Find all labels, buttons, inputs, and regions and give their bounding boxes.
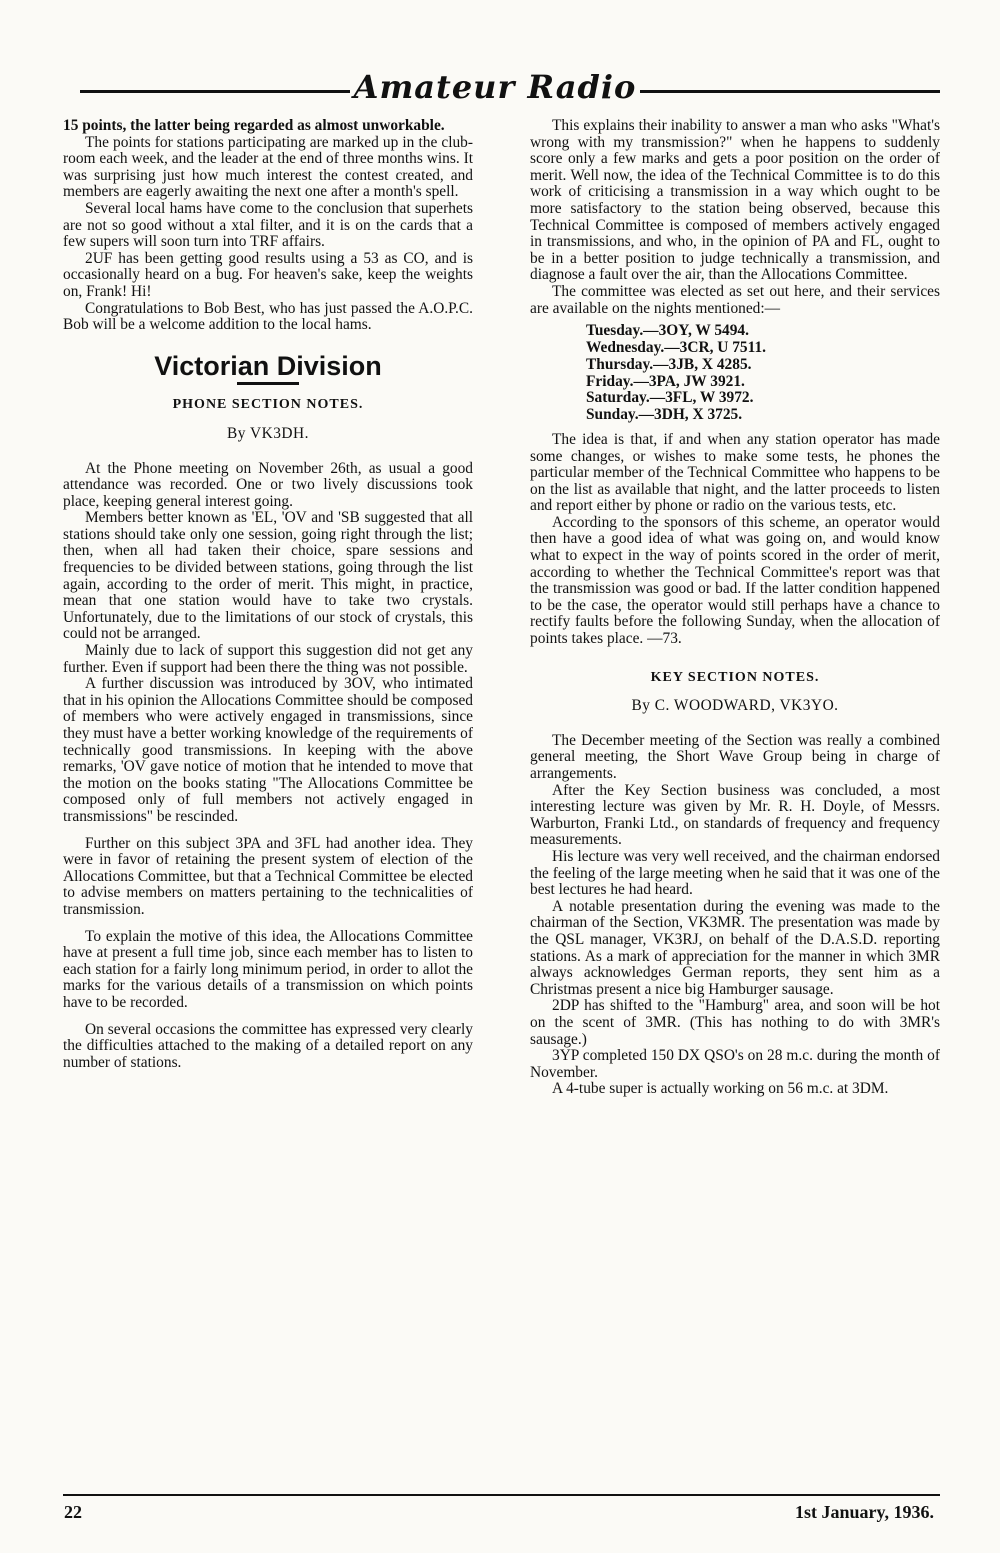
paragraph: The points for stations participating are marked up in the club-room each week, and the leader at the end of three months wins. It was surprising just how much interest the contest created, and members are eagerly awaiting the next one after a month's spell. bbox=[63, 133, 473, 201]
section-heading: PHONE SECTION NOTES. bbox=[172, 397, 364, 413]
masthead bbox=[80, 68, 940, 114]
byline: By VK3DH. bbox=[226, 424, 310, 442]
paragraph: According to the sponsors of this scheme, an operator would then have a good idea of what was going on, and would know what to expect in the way of points scored in the order of merit, according to whether the Technical Committee's report was that the transmission was good or bad. If the latter condition happened to be the case, the operator would still perhaps have a chance to rectify faults before the following Sunday, when the allocation of points takes place. —73. bbox=[530, 513, 940, 648]
title-rule bbox=[237, 382, 299, 385]
masthead-rule-right bbox=[640, 90, 940, 93]
paragraph: Several local hams have come to the conclusion that superhets are not so good without a xtal filter, and it is on the cards that a few supers will soon turn into TRF affairs. bbox=[63, 199, 473, 251]
footer-rule bbox=[63, 1494, 940, 1496]
paragraph: Congratulations to Bob Best, who has just passed the A.O.P.C. Bob will be a welcome addition to the local hams. bbox=[63, 299, 473, 334]
paragraph: 15 points, the latter being regarded as almost unworkable. bbox=[63, 117, 445, 134]
schedule-entry: Thursday.—3JB, X 4285. bbox=[586, 355, 752, 373]
schedule-entry: Friday.—3PA, JW 3921. bbox=[586, 372, 745, 390]
paragraph: 2UF has been getting good results using a 53 as CO, and is occasionally heard on a bug. For heaven's sake, keep the weights on, Frank! Hi! bbox=[63, 249, 473, 300]
paragraph: The idea is that, if and when any station operator has made some changes, or wishes to make some tests, he phones the particular member of the Technical Committee who happens to be on the list as available that night, and the latter proceeds to listen and report either by phone or radio on the various tests, etc. bbox=[530, 430, 940, 515]
paragraph: A further discussion was introduced by 3OV, who intimated that in his opinion the Allocations Committee should be composed of members who were actively engaged in transmissions, since they must have a better working knowledge of the requirements of technically good transmissions. In keeping with the above remarks, 'OV gave notice of motion that he intended to move that the motion on the books stating "The Allocations Committee be composed only of full members not actively engaged in transmissions" be rescinded. bbox=[63, 675, 473, 825]
issue-date: 1st January, 1936. bbox=[794, 1502, 934, 1522]
paragraph: After the Key Section business was concluded, a most interesting lecture was given by Mr. R. H. Doyle, of Messrs. Warburton, Franki Ltd., on standards of frequency and frequency measurements. bbox=[530, 781, 940, 849]
paragraph: Members better known as 'EL, 'OV and 'SB suggested that all stations should take only one session, going right through the list; then, when all had taken their choice, spare sessions and frequencies to be divided between stations, going through the list again, according to the order of merit. This might, in practice, mean that one station would have to take two crystals. Unfortunately, due to the limitations of our stock of crystals, this could not be arranged. bbox=[63, 509, 473, 643]
paragraph: The December meeting of the Section was really a combined general meeting, the Short Wave Group being in charge of arrangements. bbox=[530, 731, 940, 782]
paragraph: 3YP completed 150 DX QSO's on 28 m.c. during the month of November. bbox=[530, 1047, 940, 1081]
masthead-rule-left bbox=[80, 90, 350, 93]
byline: By C. WOODWARD, VK3YO. bbox=[631, 697, 839, 715]
left-column bbox=[63, 118, 473, 1071]
paragraph: Mainly due to lack of support this suggestion did not get any further. Even if support had been there the thing was not possible. bbox=[63, 642, 473, 676]
paragraph: His lecture was very well received, and the chairman endorsed the feeling of the large meeting when he said that it was one of the best lectures he had heard. bbox=[530, 847, 940, 899]
paragraph: Further on this subject 3PA and 3FL had another idea. They were in favor of retaining the present system of election of the Allocations Committee, but that a Technical Committee be elected to advise members on matters pertaining to the technicalities of transmission. bbox=[63, 834, 473, 918]
schedule-entry: Sunday.—3DH, X 3725. bbox=[586, 406, 743, 424]
paragraph: A notable presentation during the evening was made to the chairman of the Section, VK3MR. The presentation was made by the QSL manager, VK3RJ, on behalf of the D.A.S.D. reporting stations. As a mark of appreciation for the manner in which 3MR always acknowledges German reports, they sent him as a Christmas present a nice big Hamburger sausage. bbox=[530, 897, 940, 998]
paragraph: To explain the motive of this idea, the Allocations Committee have at present a full time job, since each member has to listen to each station for a fairly long minimum period, in order to allot the marks for the various details of a transmission on which points have to be recorded. bbox=[63, 927, 473, 1011]
right-column bbox=[530, 118, 940, 1098]
masthead-title: Amateur Radio bbox=[353, 68, 637, 106]
section-heading: KEY SECTION NOTES. bbox=[650, 669, 820, 685]
paragraph: The committee was elected as set out here, and their services are available on the nights mentioned:— bbox=[530, 282, 940, 317]
paragraph: 2DP has shifted to the "Hamburg" area, and soon will be hot on the scent of 3MR. (This has nothing to do with 3MR's sausage.) bbox=[530, 997, 940, 1048]
page-number: 22 bbox=[64, 1502, 82, 1522]
schedule-entry: Saturday.—3FL, W 3972. bbox=[586, 389, 754, 407]
division-title: Victorian Division bbox=[154, 350, 382, 381]
committee-schedule bbox=[586, 323, 940, 424]
paragraph: This explains their inability to answer a man who asks "What's wrong with my transmission?" when he happens to suddenly score only a few marks and gets a poor position on the order of merit. Well now, the idea of the Technical Committee is to do this work of criticising a transmission in a way which ought to be more satisfactory to the station being observed, because this Technical Committee is composed of members actively engaged in transmissions, and who, in the opinion of PA and FL, ought to be in a better position to judge technically a transmission, and diagnose a fault over the air, than the Allocations Committee. bbox=[530, 117, 940, 284]
paragraph: On several occasions the committee has expressed very clearly the difficulties attached to the making of a detailed report on any number of stations. bbox=[63, 1020, 473, 1071]
schedule-entry: Wednesday.—3CR, U 7511. bbox=[586, 338, 767, 356]
paragraph: A 4-tube super is actually working on 56 m.c. at 3DM. bbox=[552, 1080, 889, 1098]
paragraph: At the Phone meeting on November 26th, as usual a good attendance was recorded. One or two lively discussions took place, keeping general interest going. bbox=[63, 459, 473, 510]
schedule-entry: Tuesday.—3OY, W 5494. bbox=[586, 322, 749, 340]
